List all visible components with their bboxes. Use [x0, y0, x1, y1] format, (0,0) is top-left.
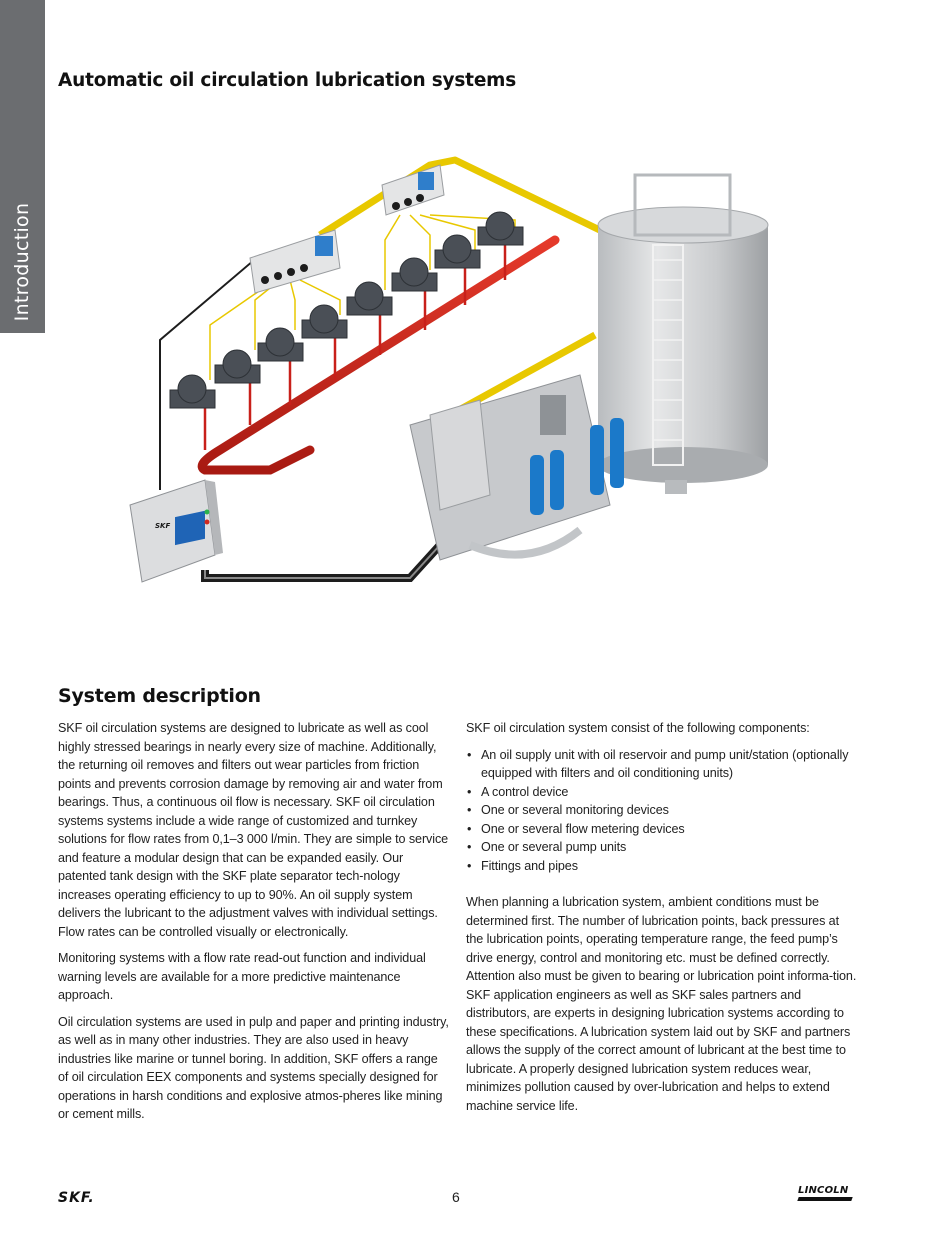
side-tab-label: Introduction — [11, 202, 33, 322]
list-item: • An oil supply unit with oil reservoir and pump unit/station (optionally equipped with filters and oil conditioning units) — [466, 746, 858, 783]
left-column — [58, 719, 450, 1132]
lincoln-logo-text: LINCOLN — [798, 1185, 849, 1196]
components-list — [466, 746, 858, 876]
right-column — [466, 719, 858, 1123]
side-tab — [0, 0, 45, 333]
list-item: • One or several monitoring devices — [466, 801, 858, 820]
list-item: • One or several flow metering devices — [466, 820, 858, 839]
paragraph: Oil circulation systems are used in pulp and paper and printing industry, as well as in many other industries. They are also used in heavy industries like marine or tunnel boring. In addition, SKF offers a range of oil circulation EEX components and systems specially designed for operations in harsh conditions and explosive atmos-pheres like mining or cement mills. — [58, 1014, 449, 1121]
page-number: 6 — [452, 1189, 460, 1205]
supply-pipe — [320, 160, 610, 235]
list-item: • Fittings and pipes — [466, 857, 858, 876]
page-title: Automatic oil circulation lubrication systems — [58, 70, 517, 91]
paragraph: Monitoring systems with a flow rate read-out function and individual warning levels are available for a more predictive maintenance approach. — [58, 951, 426, 1002]
lincoln-logo — [798, 1185, 852, 1201]
list-item: • A control device — [466, 783, 858, 802]
monitoring-unit — [250, 230, 340, 293]
pump-station — [410, 375, 624, 560]
svg-text:SKF: SKF — [155, 522, 171, 530]
signal-cable — [205, 545, 440, 578]
list-item: • One or several pump units — [466, 838, 858, 857]
oil-circulation-system-illustration — [110, 150, 830, 600]
components-intro: SKF oil circulation system consist of the following components: — [466, 721, 810, 735]
planning-paragraph: When planning a lubrication system, ambient conditions must be determined first. The number of lubrication points, back pressures at the lubrication points, operating temperature range, the feed pump’s drive energy, control and monitoring etc. must be defined correctly. Attention also must be given to bearing or lubrication point informa-tion. SKF application engineers as well as SKF sales partners and distributors, are experts in designing lubrication systems according to these specifications. A lubrication system laid out by SKF and partners allows the supply of the correct amount of lubricant at the best time to lubricate. A properly designed lubrication system reduces wear, minimizes pollution caused by over-lubrication and helps to extend machine service life. — [466, 895, 857, 1113]
control-cabinet — [130, 480, 223, 582]
section-title: System description — [58, 685, 261, 707]
skf-logo: SKF. — [58, 1190, 95, 1206]
paragraph: SKF oil circulation systems are designed to lubricate as well as cool highly stressed bearings in nearly every size of machine. Additionally, the returning oil removes and filters out wear particles from friction points and prevents corrosion damage by removing air and water from bearings. Thus, a continuous oil flow is necessary. SKF oil circulation systems systems include a wide range of customized and turnkey solutions for flow rates from 0,1–3 000 l/min. They are simple to service and feature a modular design that can be expanded easily. Our patented tank design with the SKF plate separator tech-nology increases operating efficiency to up to 90%. An oil supply system delivers the lubricant to the adjustment valves with individual settings. Flow rates can be controlled visually or electronically. — [58, 721, 449, 939]
